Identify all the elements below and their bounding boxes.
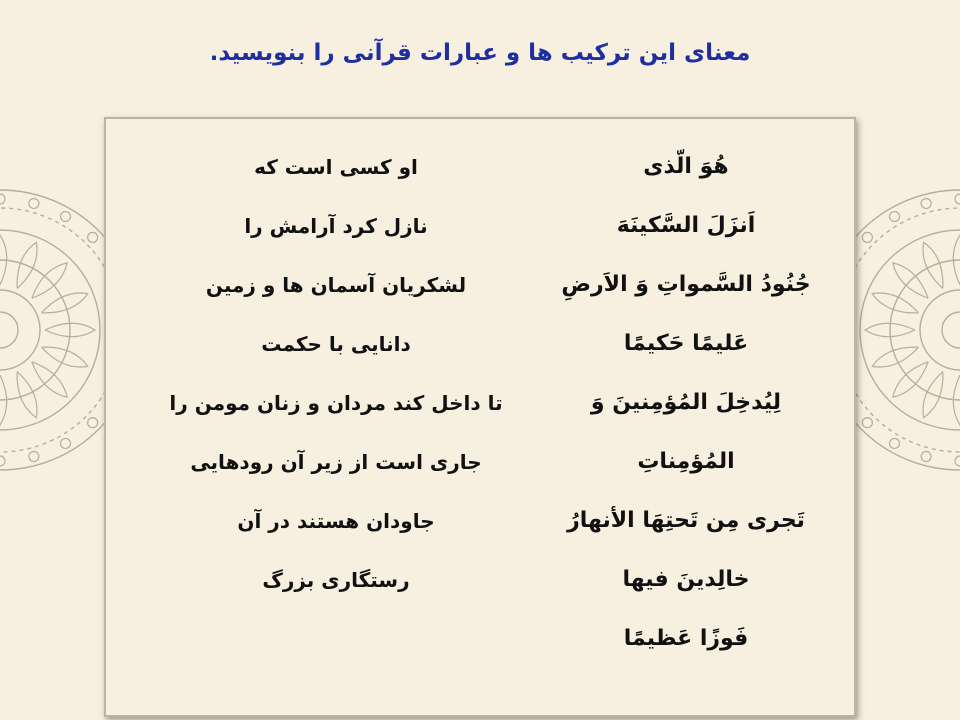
meaning-line: تا داخل کند مردان و زنان مومن را: [169, 391, 503, 415]
quran-phrase: فَوزًا عَظیمًا: [623, 626, 749, 651]
meaning-line: نازل کرد آرامش را: [244, 214, 428, 238]
meaning-line: او کسی است که: [254, 155, 418, 179]
quran-phrase: المُؤمِناتِ: [637, 449, 735, 474]
quran-phrase: تَجری مِن تَحتِهَا الأنهارُ: [567, 508, 805, 533]
quran-phrase: خالِدینَ فیها: [622, 567, 750, 592]
quran-phrase: عَلیمًا حَکیمًا: [623, 331, 749, 356]
meaning-line: دانایی با حکمت: [261, 332, 411, 356]
meanings-column: [146, 147, 526, 619]
meaning-line: جاودان هستند در آن: [237, 509, 435, 533]
quran-phrase: اَنزَلَ السَّکینَهَ: [616, 213, 756, 238]
quran-phrases-column: [526, 147, 846, 678]
content-panel: [104, 117, 856, 717]
meaning-line: لشکریان آسمان ها و زمین: [205, 273, 467, 297]
slide-title: معنای این ترکیب ها و عبارات قرآنی را بنویسید.: [209, 40, 751, 66]
meaning-line: رستگاری بزرگ: [262, 568, 410, 592]
quran-phrase: لِیُدخِلَ المُؤمِنینَ وَ: [590, 390, 782, 415]
quran-phrase: هُوَ الّذی: [643, 154, 729, 179]
meaning-line: جاری است از زیر آن رودهایی: [190, 450, 482, 474]
quran-phrase: جُنُودُ السَّمواتِ وَ الاَرضِ: [561, 272, 811, 297]
